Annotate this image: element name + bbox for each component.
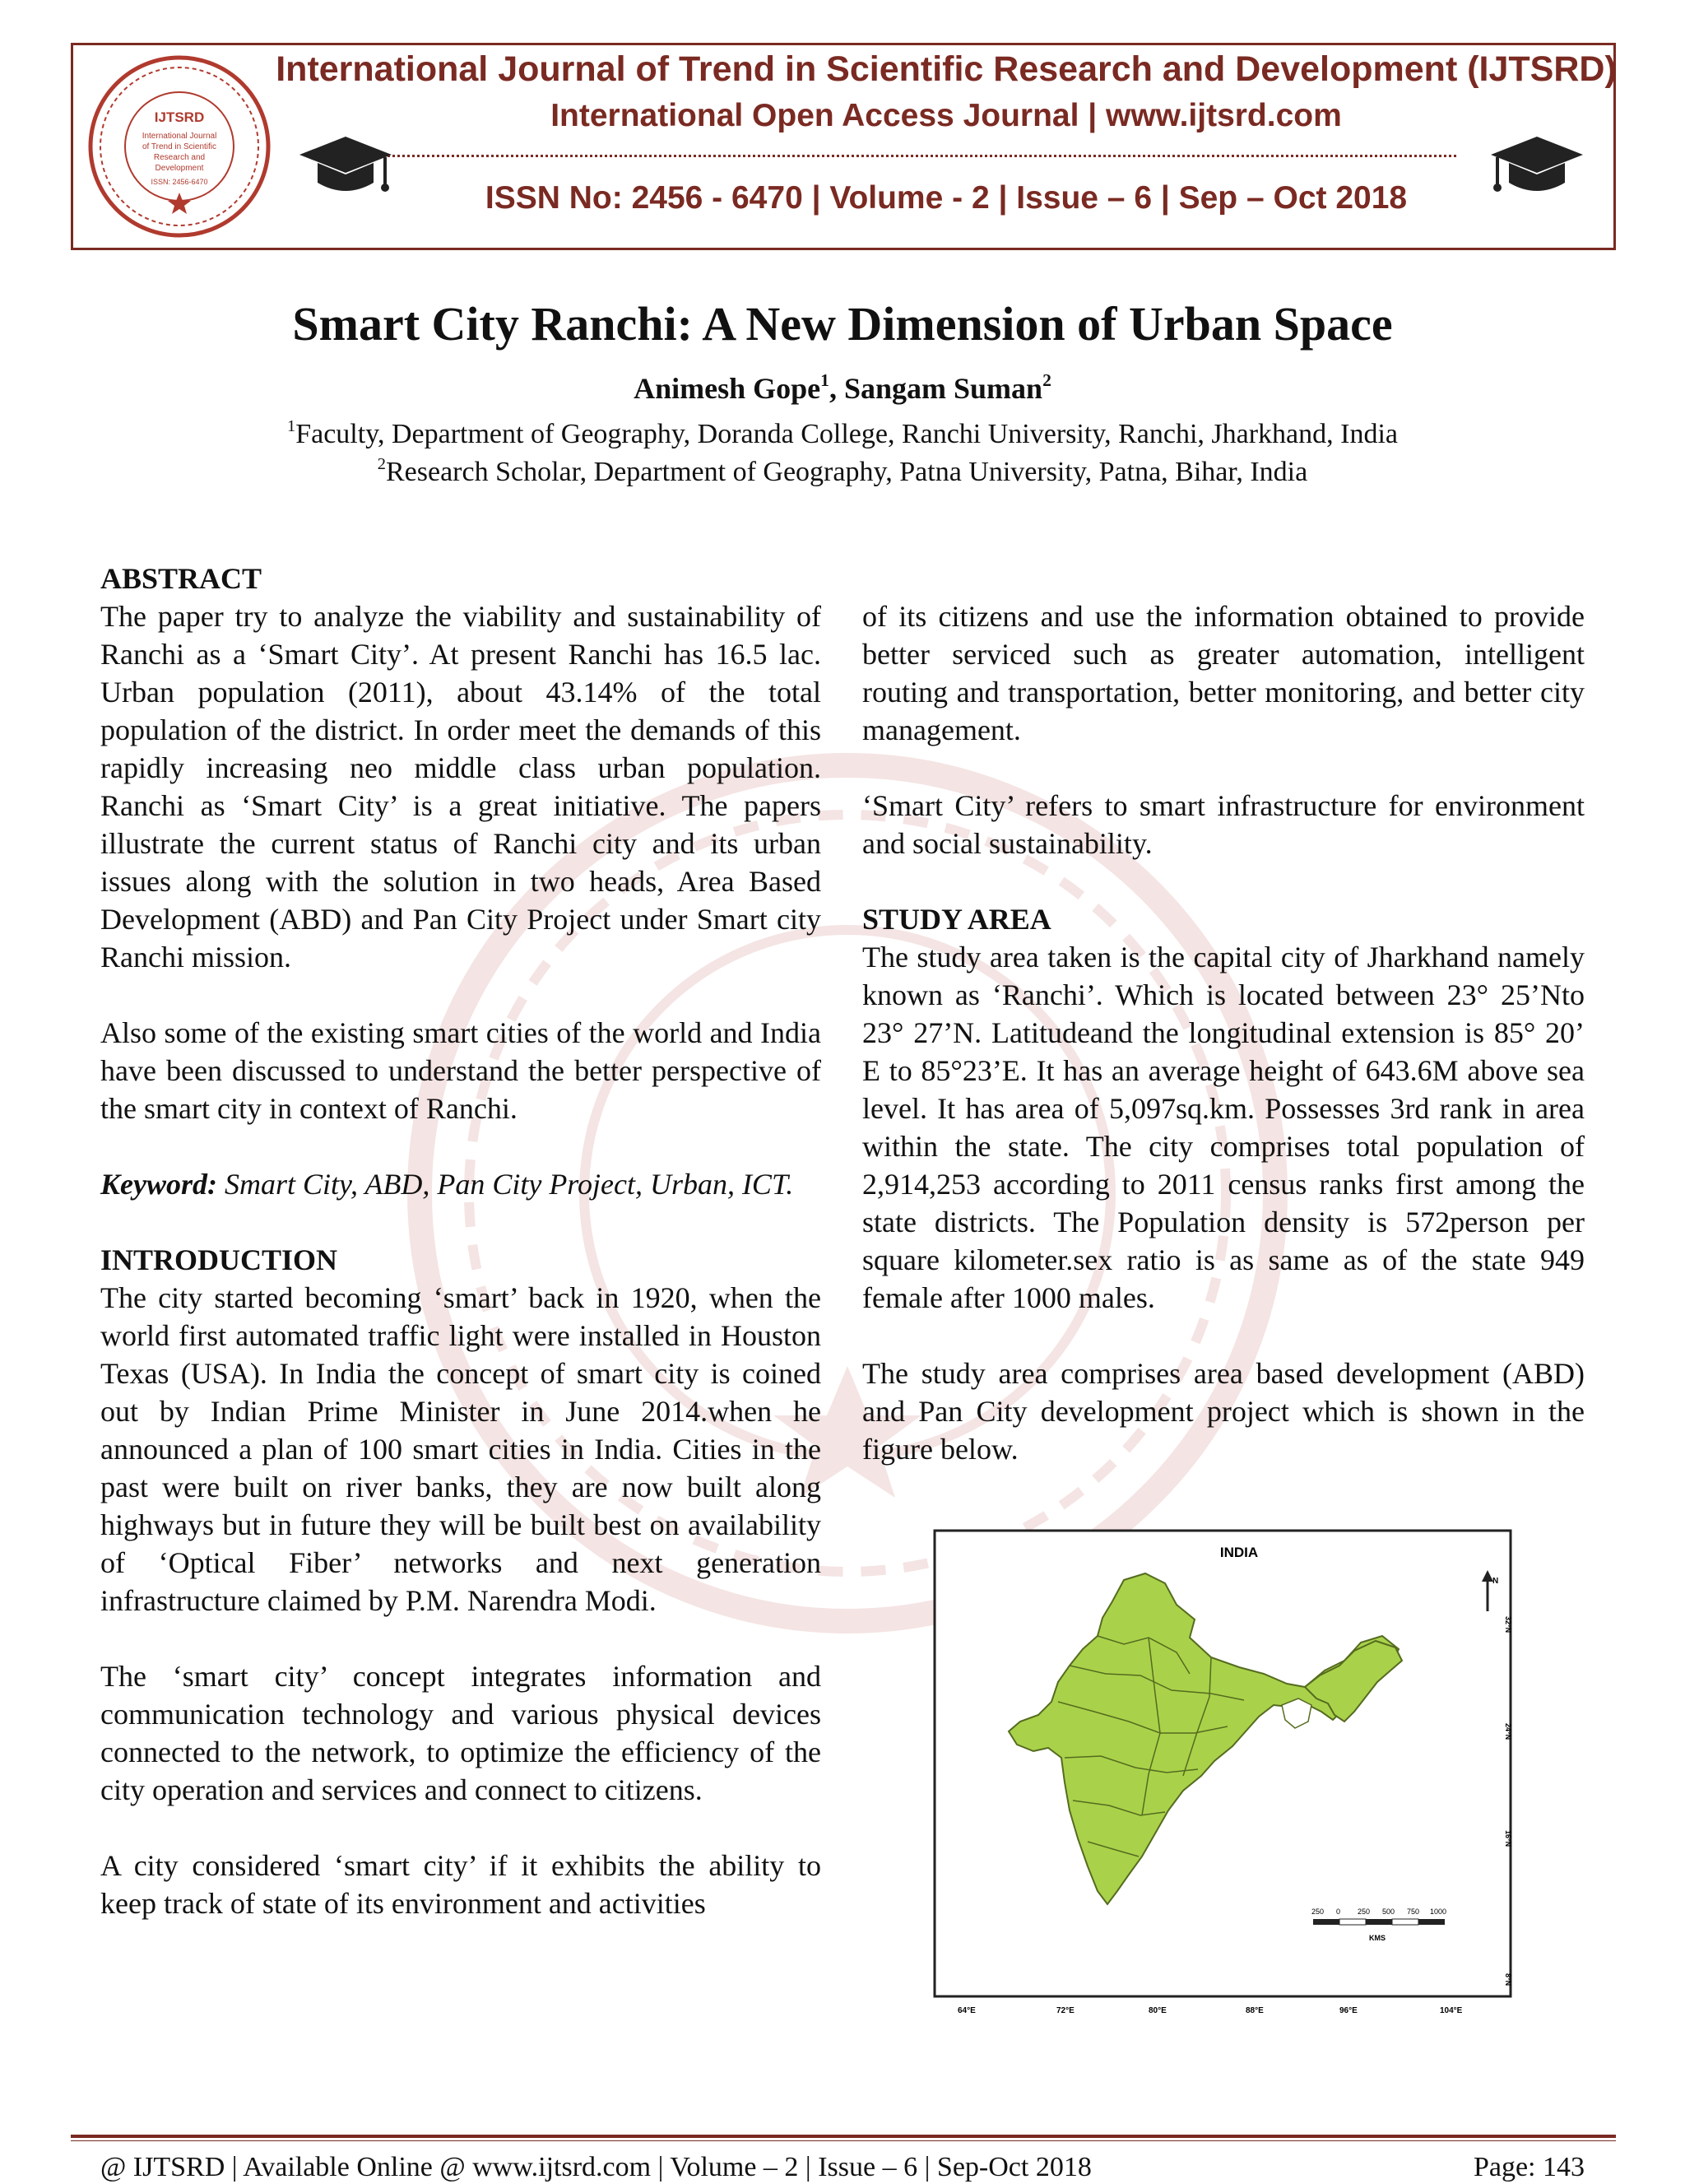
paper-title: Smart City Ranchi: A New Dimension of Urban Space (292, 297, 1393, 351)
svg-text:Research and: Research and (153, 153, 206, 162)
scale-tick-label: 1000 (1430, 1908, 1447, 1916)
author-name: Animesh Gope (634, 372, 821, 405)
author-affiliation-mark: 2 (1042, 370, 1051, 390)
affiliation-1 (0, 416, 1685, 453)
svg-text:ISSN: 2456-6470: ISSN: 2456-6470 (151, 178, 208, 186)
right-column (862, 597, 1585, 1468)
longitude-tick-label: 88°E (1246, 2006, 1264, 2015)
north-label: N (1492, 1577, 1499, 1586)
author-separator: , (829, 372, 844, 405)
map-title: INDIA (1219, 1545, 1259, 1560)
journal-subtitle: International Open Access Journal | www.ijtsrd.com (550, 98, 1342, 133)
journal-issn-line: ISSN No: 2456 - 6470 | Volume - 2 | Issue – 6 | Sep – Oct 2018 (485, 180, 1408, 216)
svg-text:International Journal: International Journal (142, 132, 217, 141)
svg-text:of Trend in Scientific: of Trend in Scientific (142, 142, 217, 151)
header-divider (378, 155, 1456, 157)
introduction-paragraph: The ‘smart city’ concept integrates information and communication technology and various physical devices connected to the network, to optimize the efficiency of the city operation and services and connect to citizens. (100, 1660, 821, 1806)
scale-tick-label: 250 (1358, 1908, 1371, 1916)
keyword-list: Smart City, ABD, Pan City Project, Urban, ICT. (216, 1168, 794, 1201)
footer-rule-thin (71, 2140, 1616, 2141)
abstract-heading: ABSTRACT (100, 562, 262, 595)
introduction-paragraph: ‘Smart City’ refers to smart infrastructure for environment and social sustainability. (862, 789, 1585, 860)
latitude-tick-label: 8°N (1504, 1973, 1512, 1987)
scale-tick-label: 250 (1311, 1908, 1325, 1916)
abstract-paragraph: Also some of the existing smart cities of the world and India have been discussed to understand the better perspective of the smart city in context of Ranchi. (100, 1016, 821, 1125)
page-number: Page: 143 (1473, 2152, 1585, 2182)
keyword-label: Keyword: (100, 1168, 217, 1201)
affiliation-text: Research Scholar, Department of Geography, Patna University, Patna, Bihar, India (386, 457, 1308, 487)
affiliation-mark: 2 (377, 454, 386, 473)
latitude-tick-label: 16°N (1504, 1830, 1512, 1847)
svg-text:Development: Development (155, 164, 204, 173)
footer-rule (71, 2135, 1616, 2138)
scale-unit: KMS (1369, 1934, 1386, 1942)
latitude-tick-label: 24°N (1504, 1723, 1512, 1740)
introduction-paragraph: The city started becoming ‘smart’ back in 1920, when the world first automated traffic light were installed in Houston Texas (USA). In India the concept of smart city is coined out by Indian Prime Minister in June 2014.when he announced a plan of 100 smart cities in India. Cities in the past were built on river banks, they are now built along highways but in future they will be built best on availability of ‘Optical Fiber’ networks and next generation infrastructure claimed by P.M. Narendra Modi. (100, 1281, 821, 1617)
longitude-tick-label: 104°E (1440, 2006, 1463, 2015)
affiliation-mark: 1 (287, 416, 296, 435)
footer-citation: @ IJTSRD | Available Online @ www.ijtsrd.com | Volume – 2 | Issue – 6 | Sep-Oct 2018 (100, 2152, 1092, 2182)
longitude-tick-label: 64°E (958, 2006, 976, 2015)
longitude-tick-label: 72°E (1056, 2006, 1075, 2015)
scale-tick-label: 750 (1407, 1908, 1420, 1916)
introduction-paragraph: A city considered ‘smart city’ if it exhibits the ability to keep track of state of its environment and activities (100, 1849, 821, 1920)
study-area-paragraph: The study area comprises area based development (ABD) and Pan City development project which is shown in the figure below. (862, 1357, 1585, 1466)
author-line (0, 369, 1685, 408)
study-area-heading: STUDY AREA (862, 903, 1051, 936)
affiliation-text: Faculty, Department of Geography, Doranda College, Ranchi University, Ranchi, Jharkhand, India (295, 419, 1398, 449)
graduation-cap-icon (296, 130, 395, 204)
longitude-tick-label: 80°E (1149, 2006, 1167, 2015)
author-name: Sangam Suman (843, 372, 1043, 405)
india-map-figure (933, 1529, 1512, 2023)
graduation-cap-icon (1488, 130, 1586, 204)
latitude-tick-label: 32°N (1504, 1616, 1512, 1633)
map-frame (935, 1531, 1511, 1996)
abstract-paragraph: The paper try to analyze the viability and sustainability of Ranchi as a ‘Smart City’. At present Ranchi has 16.5 lac. Urban population (2011), about 43.14% of the total population of the district. In order meet the demands of this rapidly increasing neo middle class urban population. Ranchi as ‘Smart City’ is a great initiative. The papers illustrate the current status of Ranchi city and its urban issues along with the solution in two heads, Area Based Development (ABD) and Pan City Project under Smart city Ranchi mission. (100, 600, 821, 974)
introduction-paragraph-continued: of its citizens and use the information obtained to provide better serviced such as greater automation, intelligent routing and transportation, better monitoring, and better city management. (862, 600, 1585, 746)
left-column (100, 560, 821, 1922)
longitude-tick-label: 96°E (1339, 2006, 1358, 2015)
journal-seal-logo (86, 53, 273, 240)
scale-tick-label: 500 (1382, 1908, 1395, 1916)
journal-title: International Journal of Trend in Scientific Research and Development (IJTSRD) (276, 49, 1617, 89)
introduction-heading: INTRODUCTION (100, 1243, 338, 1276)
scale-tick-label: 0 (1336, 1908, 1341, 1916)
author-affiliation-mark: 1 (820, 370, 829, 390)
keywords (100, 1165, 821, 1203)
affiliation-2 (0, 454, 1685, 490)
svg-text:IJTSRD: IJTSRD (154, 109, 205, 125)
study-area-paragraph: The study area taken is the capital city of Jharkhand namely known as ‘Ranchi’. Which is located between 23° 25’Nto 23° 27’N. Latitudeand the longitudinal extension is 85° 20’ E to 85°23’E. It has an average height of 643.6M above sea level. It has area of 5,097sq.km. Possesses 3rd rank in area within the state. The city comprises total population of 2,914,253 according to 2011 census ranks first among the state districts. The Population density is 572person per square kilometer.sex ratio is as same as of the state 949 female after 1000 males. (862, 941, 1585, 1314)
